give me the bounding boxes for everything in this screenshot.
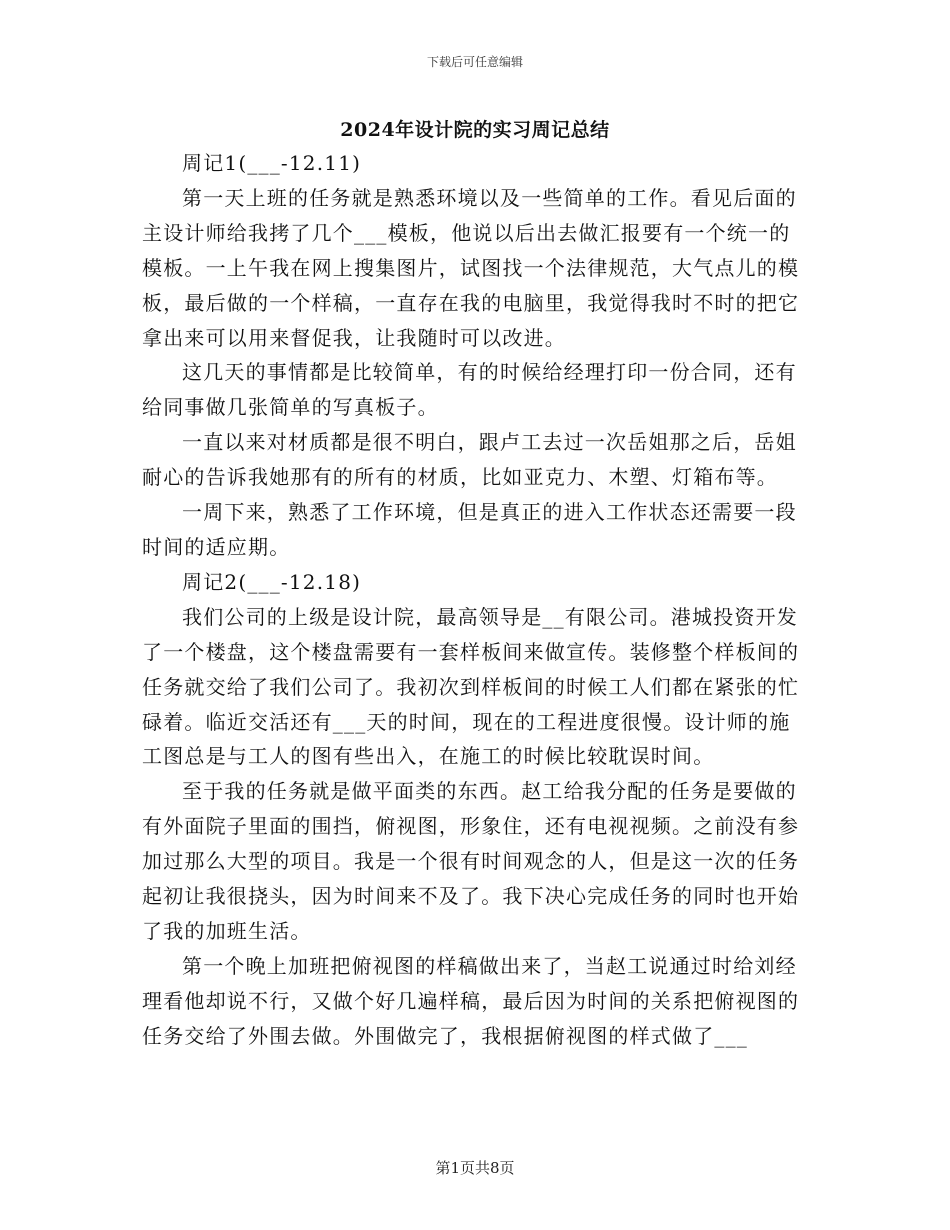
paragraph: 一周下来，熟悉了工作环境，但是真正的进入工作状态还需要一段时间的适应期。 xyxy=(142,500,797,559)
paragraph: 这几天的事情都是比较简单，有的时候给经理打印一份合同，还有给同事做几张简单的写真板子。 xyxy=(142,360,797,420)
week-heading-2: 周记2(___-12.18) xyxy=(182,569,362,594)
document-body xyxy=(142,146,810,1054)
paragraph: 一直以来对材质都是很不明白，跟卢工去过一次岳姐那之后，岳姐耐心的告诉我她那有的所有的材质，比如亚克力、木塑、灯箱布等。 xyxy=(142,430,797,490)
paragraph: 第一天上班的任务就是熟悉环境以及一些简单的工作。看见后面的主设计师给我拷了几个___模板，他说以后出去做汇报要有一个统一的模板。一上午我在网上搜集图片，试图找一个法律规范，大气点儿的模板，最后做的一个样稿，一直存在我的电脑里，我觉得我时不时的把它拿出来可以用来督促我，让我随时可以改进。 xyxy=(142,185,800,350)
page-number: 第1页共8页 xyxy=(435,1159,515,1177)
paragraph: 第一个晚上加班把俯视图的样稿做出来了，当赵工说通过时给刘经理看他却说不行，又做个好几遍样稿，最后因为时间的关系把俯视图的任务交给了外围去做。外围做完了，我根据俯视图的样式做了___ xyxy=(142,953,800,1048)
paragraph: 我们公司的上级是设计院，最高领导是__有限公司。港城投资开发了一个楼盘，这个楼盘需要有一套样板间来做宣传。装修整个样板间的任务就交给了我们公司了。我初次到样板间的时候工人们都在紧张的忙碌着。临近交活还有___天的时间，现在的工程进度很慢。设计师的施工图总是与工人的图有些出入，在施工的时候比较耽误时间。 xyxy=(142,604,800,769)
week-heading-1: 周记1(___-12.11) xyxy=(182,151,362,175)
paragraph: 至于我的任务就是做平面类的东西。赵工给我分配的任务是要做的有外面院子里面的围挡，俯视图，形象住，还有电视视频。之前没有参加过那么大型的项目。我是一个很有时间观念的人，但是这一次的任务起初让我很挠头，因为时间来不及了。我下决心完成任务的同时也开始了我的加班生活。 xyxy=(142,779,800,943)
download-note: 下载后可任意编辑 xyxy=(426,55,523,69)
document-title: 2024年设计院的实习周记总结 xyxy=(340,119,610,141)
